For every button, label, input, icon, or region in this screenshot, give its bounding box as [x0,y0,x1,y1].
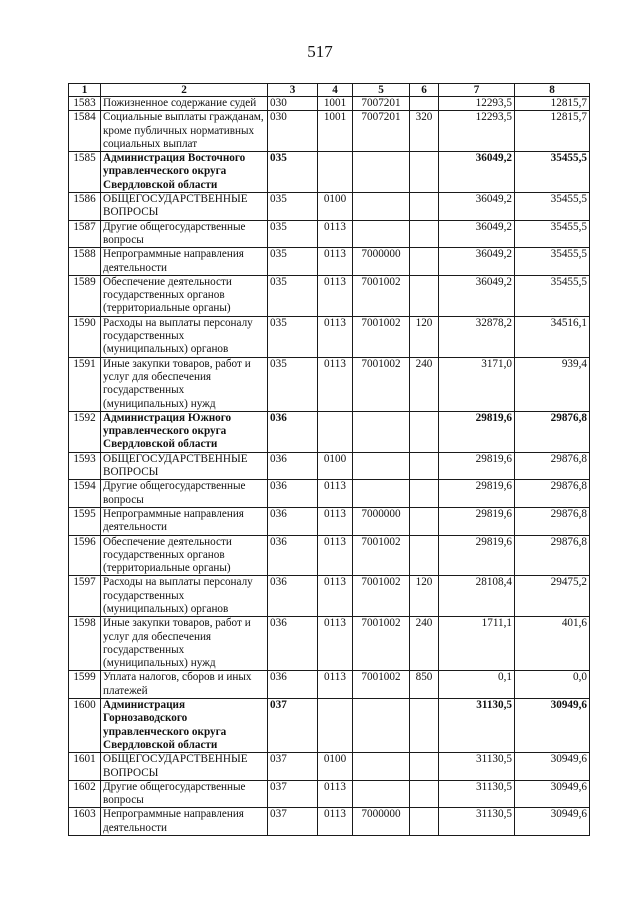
amount-year2-cell: 30949,6 [515,753,590,781]
budget-table [68,83,590,836]
column-header: 3 [268,84,318,97]
row-number-cell: 1593 [69,452,101,480]
description-cell: Обеспечение деятельности государственных органов (территориальные органы) [101,535,268,576]
row-number-cell: 1594 [69,480,101,508]
section-code-cell: 1001 [318,111,353,152]
column-header: 6 [410,84,439,97]
target-article-cell: 7001002 [353,357,410,411]
table-row [69,507,590,535]
row-number-cell: 1600 [69,699,101,753]
amount-year1-cell: 1711,1 [439,617,515,671]
section-code-cell: 0100 [318,753,353,781]
amount-year1-cell: 31130,5 [439,699,515,753]
expense-type-cell [410,275,439,316]
admin-code-cell: 035 [268,357,318,411]
row-number-cell: 1597 [69,576,101,617]
section-code-cell: 0113 [318,316,353,357]
row-number-cell: 1599 [69,671,101,699]
column-header: 7 [439,84,515,97]
amount-year1-cell: 12293,5 [439,111,515,152]
amount-year1-cell: 3171,0 [439,357,515,411]
table-row [69,248,590,276]
row-number-cell: 1585 [69,152,101,193]
section-code-cell: 0100 [318,452,353,480]
row-number-cell: 1601 [69,753,101,781]
target-article-cell [353,753,410,781]
admin-code-cell: 036 [268,617,318,671]
expense-type-cell: 320 [410,111,439,152]
section-code-cell: 0100 [318,193,353,221]
description-cell: Непрограммные направления деятельности [101,808,268,836]
expense-type-cell [410,808,439,836]
section-code-cell [318,411,353,452]
table-row [69,576,590,617]
section-code-cell [318,699,353,753]
row-number-cell: 1583 [69,97,101,111]
amount-year1-cell: 12293,5 [439,97,515,111]
admin-code-cell: 030 [268,111,318,152]
row-number-cell: 1590 [69,316,101,357]
admin-code-cell: 035 [268,248,318,276]
amount-year1-cell: 31130,5 [439,780,515,808]
table-row [69,617,590,671]
expense-type-cell [410,535,439,576]
admin-code-cell: 035 [268,275,318,316]
section-code-cell: 0113 [318,780,353,808]
description-cell: Администрация Южного управленческого округа Свердловской области [101,411,268,452]
description-cell: Другие общегосударственные вопросы [101,780,268,808]
admin-code-cell: 036 [268,452,318,480]
table-row [69,452,590,480]
admin-code-cell: 037 [268,753,318,781]
expense-type-cell [410,452,439,480]
expense-type-cell [410,753,439,781]
amount-year2-cell: 35455,5 [515,220,590,248]
amount-year2-cell: 29876,8 [515,480,590,508]
expense-type-cell: 850 [410,671,439,699]
admin-code-cell: 036 [268,411,318,452]
row-number-cell: 1596 [69,535,101,576]
table-row [69,671,590,699]
amount-year2-cell: 34516,1 [515,316,590,357]
target-article-cell: 7001002 [353,617,410,671]
expense-type-cell: 240 [410,617,439,671]
expense-type-cell [410,480,439,508]
description-cell: Пожизненное содержание судей [101,97,268,111]
expense-type-cell [410,193,439,221]
section-code-cell: 0113 [318,535,353,576]
row-number-cell: 1595 [69,507,101,535]
expense-type-cell: 240 [410,357,439,411]
target-article-cell [353,152,410,193]
admin-code-cell: 035 [268,220,318,248]
column-header: 5 [353,84,410,97]
target-article-cell: 7007201 [353,97,410,111]
expense-type-cell [410,411,439,452]
section-code-cell: 1001 [318,97,353,111]
admin-code-cell: 035 [268,316,318,357]
amount-year1-cell: 29819,6 [439,480,515,508]
amount-year2-cell: 939,4 [515,357,590,411]
admin-code-cell: 037 [268,699,318,753]
description-cell: ОБЩЕГОСУДАРСТВЕННЫЕ ВОПРОСЫ [101,452,268,480]
amount-year1-cell: 31130,5 [439,753,515,781]
row-number-cell: 1592 [69,411,101,452]
description-cell: Иные закупки товаров, работ и услуг для обеспечения государственных (муниципальных) нужд [101,617,268,671]
target-article-cell: 7000000 [353,507,410,535]
amount-year1-cell: 29819,6 [439,535,515,576]
target-article-cell: 7001002 [353,535,410,576]
amount-year1-cell: 36049,2 [439,152,515,193]
table-row [69,480,590,508]
section-code-cell: 0113 [318,357,353,411]
amount-year2-cell: 35455,5 [515,152,590,193]
target-article-cell: 7001002 [353,576,410,617]
table-row [69,753,590,781]
table-row [69,275,590,316]
amount-year1-cell: 36049,2 [439,220,515,248]
description-cell: Уплата налогов, сборов и иных платежей [101,671,268,699]
expense-type-cell [410,699,439,753]
description-cell: Расходы на выплаты персоналу государственных (муниципальных) органов [101,576,268,617]
expense-type-cell: 120 [410,316,439,357]
amount-year1-cell: 0,1 [439,671,515,699]
amount-year2-cell: 29876,8 [515,507,590,535]
amount-year1-cell: 36049,2 [439,248,515,276]
description-cell: ОБЩЕГОСУДАРСТВЕННЫЕ ВОПРОСЫ [101,193,268,221]
target-article-cell [353,411,410,452]
expense-type-cell [410,507,439,535]
description-cell: Администрация Горнозаводского управленческого округа Свердловской области [101,699,268,753]
amount-year1-cell: 31130,5 [439,808,515,836]
table-row [69,193,590,221]
description-cell: Непрограммные направления деятельности [101,507,268,535]
description-cell: Иные закупки товаров, работ и услуг для обеспечения государственных (муниципальных) нужд [101,357,268,411]
description-cell: Другие общегосударственные вопросы [101,220,268,248]
section-code-cell [318,152,353,193]
section-code-cell: 0113 [318,576,353,617]
table-row [69,97,590,111]
table-row [69,780,590,808]
section-code-cell: 0113 [318,507,353,535]
table-row [69,808,590,836]
description-cell: Расходы на выплаты персоналу государственных (муниципальных) органов [101,316,268,357]
description-cell: ОБЩЕГОСУДАРСТВЕННЫЕ ВОПРОСЫ [101,753,268,781]
section-code-cell: 0113 [318,617,353,671]
amount-year2-cell: 29475,2 [515,576,590,617]
admin-code-cell: 036 [268,576,318,617]
column-header: 8 [515,84,590,97]
table-row [69,152,590,193]
row-number-cell: 1589 [69,275,101,316]
table-row [69,699,590,753]
expense-type-cell [410,97,439,111]
amount-year1-cell: 32878,2 [439,316,515,357]
section-code-cell: 0113 [318,480,353,508]
amount-year2-cell: 401,6 [515,617,590,671]
admin-code-cell: 037 [268,780,318,808]
admin-code-cell: 036 [268,507,318,535]
description-cell: Администрация Восточного управленческого округа Свердловской области [101,152,268,193]
table-row [69,411,590,452]
amount-year1-cell: 29819,6 [439,507,515,535]
amount-year1-cell: 36049,2 [439,193,515,221]
description-cell: Другие общегосударственные вопросы [101,480,268,508]
table-body [69,97,590,836]
table-row [69,316,590,357]
amount-year1-cell: 36049,2 [439,275,515,316]
amount-year2-cell: 29876,8 [515,452,590,480]
amount-year2-cell: 30949,6 [515,780,590,808]
row-number-cell: 1584 [69,111,101,152]
target-article-cell [353,480,410,508]
column-header: 2 [101,84,268,97]
section-code-cell: 0113 [318,220,353,248]
target-article-cell: 7000000 [353,248,410,276]
expense-type-cell: 120 [410,576,439,617]
section-code-cell: 0113 [318,671,353,699]
amount-year2-cell: 29876,8 [515,535,590,576]
table-row [69,535,590,576]
admin-code-cell: 036 [268,480,318,508]
target-article-cell: 7007201 [353,111,410,152]
table-row [69,111,590,152]
description-cell: Социальные выплаты гражданам, кроме публичных нормативных социальных выплат [101,111,268,152]
admin-code-cell: 035 [268,193,318,221]
target-article-cell [353,699,410,753]
target-article-cell [353,220,410,248]
table-header-row [69,84,590,97]
expense-type-cell [410,152,439,193]
admin-code-cell: 035 [268,152,318,193]
amount-year2-cell: 12815,7 [515,111,590,152]
admin-code-cell: 036 [268,535,318,576]
target-article-cell [353,780,410,808]
amount-year2-cell: 29876,8 [515,411,590,452]
expense-type-cell [410,220,439,248]
target-article-cell: 7000000 [353,808,410,836]
section-code-cell: 0113 [318,808,353,836]
row-number-cell: 1588 [69,248,101,276]
row-number-cell: 1591 [69,357,101,411]
admin-code-cell: 037 [268,808,318,836]
admin-code-cell: 036 [268,671,318,699]
amount-year2-cell: 0,0 [515,671,590,699]
expense-type-cell [410,780,439,808]
table-row [69,220,590,248]
description-cell: Обеспечение деятельности государственных органов (территориальные органы) [101,275,268,316]
row-number-cell: 1603 [69,808,101,836]
expense-type-cell [410,248,439,276]
section-code-cell: 0113 [318,248,353,276]
target-article-cell: 7001002 [353,316,410,357]
target-article-cell: 7001002 [353,275,410,316]
amount-year2-cell: 35455,5 [515,248,590,276]
target-article-cell [353,452,410,480]
admin-code-cell: 030 [268,97,318,111]
amount-year2-cell: 30949,6 [515,808,590,836]
section-code-cell: 0113 [318,275,353,316]
row-number-cell: 1598 [69,617,101,671]
row-number-cell: 1602 [69,780,101,808]
page-number: 517 [307,42,333,61]
amount-year1-cell: 28108,4 [439,576,515,617]
row-number-cell: 1586 [69,193,101,221]
target-article-cell [353,193,410,221]
amount-year1-cell: 29819,6 [439,452,515,480]
target-article-cell: 7001002 [353,671,410,699]
row-number-cell: 1587 [69,220,101,248]
column-header: 4 [318,84,353,97]
amount-year2-cell: 35455,5 [515,275,590,316]
amount-year2-cell: 35455,5 [515,193,590,221]
column-header: 1 [69,84,101,97]
amount-year2-cell: 12815,7 [515,97,590,111]
amount-year1-cell: 29819,6 [439,411,515,452]
amount-year2-cell: 30949,6 [515,699,590,753]
table-row [69,357,590,411]
description-cell: Непрограммные направления деятельности [101,248,268,276]
